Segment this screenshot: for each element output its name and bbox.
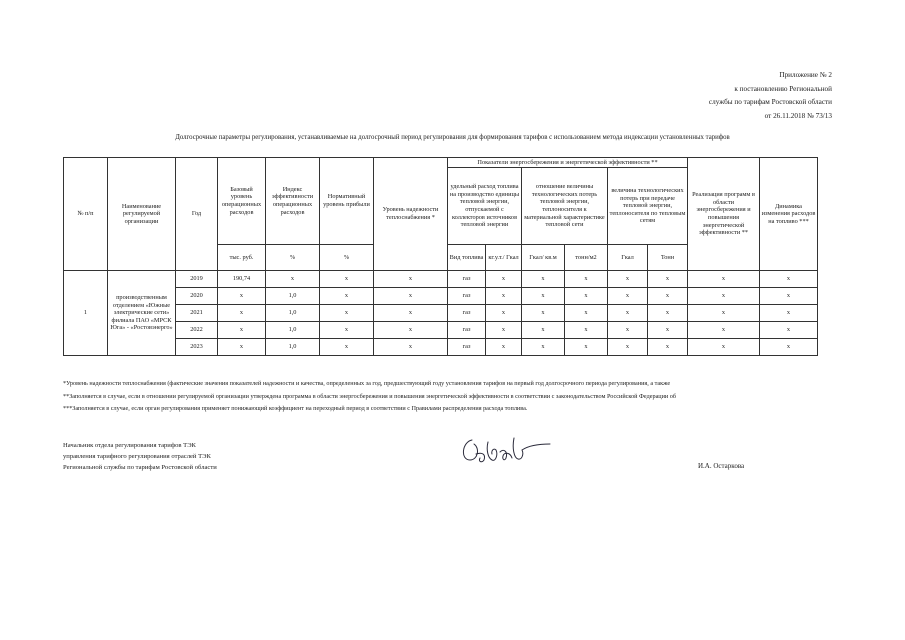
table-cell: х: [218, 322, 266, 339]
table-cell: х: [565, 288, 608, 305]
header-year: Год: [176, 158, 218, 271]
table-cell: 1,0: [266, 322, 320, 339]
table-cell: х: [320, 288, 374, 305]
table-cell: х: [648, 305, 688, 322]
table-cell: х: [320, 271, 374, 288]
table-cell: х: [688, 339, 760, 356]
header-loss-ratio: отношение величины технологических потерь тепловой энергии, теплоносителя к материальной характеристике тепловой сети: [522, 168, 608, 245]
appendix-line: Приложение № 2: [779, 71, 832, 79]
table-row: [64, 288, 818, 305]
table-row: [64, 271, 818, 288]
table-cell: х: [608, 288, 648, 305]
table-cell: х: [688, 305, 760, 322]
table-cell: х: [648, 322, 688, 339]
unit-ton-sqm: тонн/м2: [565, 245, 608, 271]
table-cell: х: [486, 305, 522, 322]
table-row: [64, 322, 818, 339]
signatory-line: Начальник отдела регулирования тарифов ТЭК: [63, 442, 196, 449]
parameters-table: [63, 157, 818, 356]
table-cell: х: [608, 271, 648, 288]
table-cell: х: [522, 288, 565, 305]
table-cell: х: [486, 288, 522, 305]
table-cell: х: [608, 305, 648, 322]
unit-tonn: Тонн: [648, 245, 688, 271]
table-cell: х: [648, 288, 688, 305]
table-cell: х: [374, 305, 448, 322]
handwritten-signature: [458, 432, 558, 468]
table-cell: х: [522, 339, 565, 356]
signatory-line: Региональной службы по тарифам Ростовской области: [63, 464, 217, 471]
unit-base: тыс. руб.: [218, 245, 266, 271]
unit-profit: %: [320, 245, 374, 271]
table-cell: х: [760, 305, 818, 322]
table-cell: х: [320, 305, 374, 322]
table-cell: х: [374, 288, 448, 305]
header-energy-efficiency-group: Показатели энергосбережения и энергетической эффективности **: [448, 158, 688, 168]
table-cell: 1,0: [266, 288, 320, 305]
header-organization: Наименование регулируемой организации: [108, 158, 176, 271]
footnote: ***Заполняется в случае, если орган регулирования применяет понижающий коэффициент на переходный период в соответствии с Правилами распределения расхода топлива.: [63, 405, 528, 412]
table-row: [64, 339, 818, 356]
unit-index: %: [266, 245, 320, 271]
table-cell: х: [522, 322, 565, 339]
header-fuel-dynamics: Динамика изменения расходов на топливо ***: [760, 158, 818, 271]
table-cell: х: [218, 305, 266, 322]
table-cell: х: [565, 339, 608, 356]
table-cell: х: [648, 339, 688, 356]
table-cell: х: [374, 322, 448, 339]
unit-gkal-sqm: Гкал/ кв.м: [522, 245, 565, 271]
table-cell: газ: [448, 339, 486, 356]
table-cell: х: [760, 271, 818, 288]
table-cell: газ: [448, 288, 486, 305]
footnotes: [63, 378, 676, 416]
table-cell: х: [608, 339, 648, 356]
table-row: [64, 305, 818, 322]
table-cell: х: [565, 322, 608, 339]
table-cell: х: [565, 271, 608, 288]
table-cell: х: [565, 305, 608, 322]
table-cell: х: [486, 322, 522, 339]
table-cell: х: [522, 271, 565, 288]
unit-fuel-rate: кг.у.т./ Гкал: [486, 245, 522, 271]
signatory-line: управления тарифного регулирования отраслей ТЭК: [63, 453, 211, 460]
table-cell: газ: [448, 322, 486, 339]
table-cell: х: [218, 288, 266, 305]
table-cell: газ: [448, 305, 486, 322]
header-profit-level: Нормативный уровень прибыли: [320, 158, 374, 245]
table-cell: 1,0: [266, 339, 320, 356]
table-cell: 2022: [176, 322, 218, 339]
table-cell: х: [522, 305, 565, 322]
appendix-line: к постановлению Региональной: [734, 84, 832, 93]
table-cell: х: [320, 339, 374, 356]
table-cell: 2021: [176, 305, 218, 322]
table-cell: х: [648, 271, 688, 288]
table-cell: х: [320, 322, 374, 339]
table-cell: х: [760, 322, 818, 339]
unit-gkal: Гкал: [608, 245, 648, 271]
table-cell: х: [486, 339, 522, 356]
table-cell: 190,74: [218, 271, 266, 288]
table-cell: 1,0: [266, 305, 320, 322]
unit-fuel-type: Вид топлива: [448, 245, 486, 271]
table-cell: х: [486, 271, 522, 288]
header-specific-fuel: удельный расход топлива на производство единицы тепловой энергии, отпускаемой с коллекторов источников тепловой энергии: [448, 168, 522, 245]
header-base-opex: Базовый уровень операционных расходов: [218, 158, 266, 245]
header-number: № п/п: [64, 158, 108, 271]
table-cell: 2019: [176, 271, 218, 288]
table-cell: х: [760, 339, 818, 356]
header-reliability: Уровень надежности теплоснабжения *: [374, 158, 448, 271]
appendix-header: [709, 69, 832, 123]
header-energy-program: Реализация программ в области энергосбережения и повышения энергетической эффективности **: [688, 158, 760, 271]
header-technological-losses: величина технологических потерь при передаче тепловой энергии, теплоносителя по тепловым сетям: [608, 168, 688, 245]
table-cell: 2023: [176, 339, 218, 356]
table-cell: х: [608, 322, 648, 339]
document-heading: Долгосрочные параметры регулирования, устанавливаемые на долгосрочный период регулирования для формирования тарифов с использованием метода индексации установленных тарифов: [175, 134, 730, 141]
table-cell: 2020: [176, 288, 218, 305]
appendix-line: от 26.11.2018 № 73/13: [764, 111, 832, 120]
footnote: *Уровень надежности теплоснабжения (фактические значения показателей надежности и качества, определенных за год, предшествующий году установления тарифов на первый год долгосрочного периода регулирования, а также: [63, 380, 671, 387]
row-number: 1: [64, 271, 108, 356]
table-cell: газ: [448, 271, 486, 288]
organization-name: производственным отделением «Южные электрические сети» филиала ПАО «МРСК Юга» - «Ростовэнерго»: [108, 271, 176, 356]
table-cell: х: [688, 288, 760, 305]
footnote: **Заполняется в случае, если в отношении регулируемой организации утверждена программа в области энергосбережения и повышения энергетической эффективности в соответствии с законодательством Российской Федерации об: [63, 392, 677, 400]
table-cell: х: [266, 271, 320, 288]
table-cell: х: [374, 339, 448, 356]
signatory-title: [63, 440, 217, 473]
table-cell: х: [218, 339, 266, 356]
table-cell: х: [374, 271, 448, 288]
header-efficiency-index: Индекс эффективности операционных расходов: [266, 158, 320, 245]
table-cell: х: [688, 322, 760, 339]
table-cell: х: [760, 288, 818, 305]
appendix-line: службы по тарифам Ростовской области: [708, 98, 832, 106]
signatory-name: И.А. Остаркова: [698, 462, 745, 470]
table-cell: х: [688, 271, 760, 288]
